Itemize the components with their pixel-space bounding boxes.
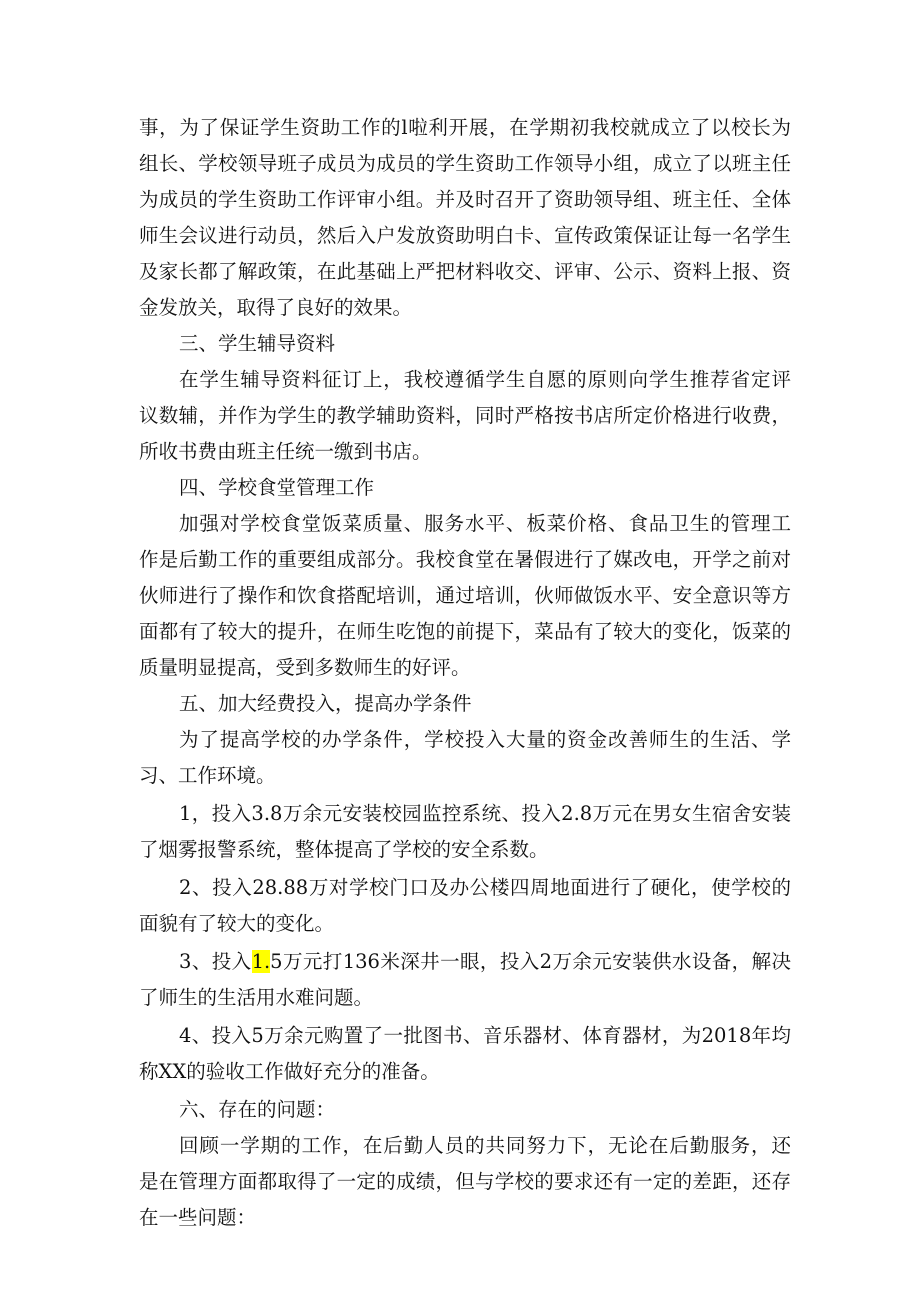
- text-line: 质量明显提高，受到多数师生的好评。: [139, 656, 471, 679]
- section-heading-3: 三、学生辅导资料: [179, 332, 336, 355]
- text-line: 议数辅，并作为学生的教学辅助资料，同时严格按书店所定价格进行收费，: [139, 404, 791, 427]
- list-item-2: [139, 870, 791, 942]
- text-line: 事，为了保证学生资助工作的l啦利开展，在学期初我校就成立了以校长为: [139, 116, 791, 139]
- text-line: 1，投入3.8万余元安装校园监控系统、投入2.8万元在男女生宿舍安装: [179, 802, 791, 825]
- paragraph-funding-intro: [139, 722, 791, 794]
- text-line: 面貌有了较大的变化。: [139, 912, 335, 935]
- text-line: 作是后勤工作的重要组成部分。我校食堂在暑假进行了媒改电，开学之前对: [139, 548, 791, 571]
- section-heading-6: 六、存在的问题：: [179, 1098, 336, 1121]
- paragraph-student-aid: [139, 110, 791, 326]
- text-line: 在学生辅导资料征订上，我校遵循学生自愿的原则向学生推荐省定评: [179, 368, 791, 391]
- list-item-4: [139, 1018, 791, 1090]
- text-line: 了师生的生活用水难问题。: [139, 986, 374, 1009]
- list-item-3: [139, 944, 791, 1016]
- highlighted-text: 1.: [251, 950, 271, 973]
- text-line: 面都有了较大的提升，在师生吃饱的前提下，菜品有了较大的变化，饭菜的: [139, 620, 791, 643]
- text-line: 了烟雾报警系统，整体提高了学校的安全系数。: [139, 838, 549, 861]
- text-line: 所收书费由班主任统一缴到书店。: [139, 440, 432, 463]
- text-line: 称XX的验收工作做好充分的准备。: [139, 1060, 440, 1083]
- paragraph-tutoring-materials: [139, 362, 791, 470]
- text-line: 4、投入5万余元购置了一批图书、音乐器材、体育器材，为2018年均: [179, 1024, 791, 1047]
- paragraph-canteen: [139, 506, 791, 686]
- list-item-1: [139, 796, 791, 868]
- text-fragment: 5万元打136米深井一眼，投入2万余元安装供水设备，解决: [270, 950, 791, 973]
- text-line: 2、投入28.88万对学校门口及办公楼四周地面进行了硬化，使学校的: [179, 876, 791, 899]
- text-line: 师生会议进行动员，然后入户发放资助明白卡、宣传政策保证让每一名学生: [139, 224, 791, 247]
- text-line: 回顾一学期的工作，在后勤人员的共同努力下，无论在后勤服务，还: [179, 1134, 791, 1157]
- text-line: 金发放关，取得了良好的效果。: [139, 296, 413, 319]
- text-line: 加强对学校食堂饭菜质量、服务水平、板菜价格、食品卫生的管理工: [179, 512, 791, 535]
- text-line: 是在管理方面都取得了一定的成绩，但与学校的要求还有一定的差距，还存: [139, 1170, 791, 1193]
- text-line: 组长、学校领导班子成员为成员的学生资助工作领导小组，成立了以班主任: [139, 152, 791, 175]
- paragraph-problems: [139, 1128, 791, 1236]
- text-fragment: 3、投入: [179, 950, 252, 973]
- text-line: 在一些问题：: [139, 1206, 257, 1229]
- text-line: 及家长都了解政策，在此基础上严把材料收交、评审、公示、资料上报、资: [139, 260, 791, 283]
- text-line: [139, 944, 791, 980]
- text-line: 习、工作环境。: [139, 764, 276, 787]
- text-line: 为成员的学生资助工作评审小组。并及时召开了资助领导组、班主任、全体: [139, 188, 791, 211]
- section-heading-5: 五、加大经费投入，提高办学条件: [179, 692, 472, 715]
- text-line: 为了提高学校的办学条件，学校投入大量的资金改善师生的生活、学: [179, 728, 791, 751]
- document-body: [139, 110, 791, 1236]
- section-heading-4: 四、学校食堂管理工作: [179, 476, 375, 499]
- text-line: 伙师进行了操作和饮食搭配培训，通过培训，伙师做饭水平、安全意识等方: [139, 584, 791, 607]
